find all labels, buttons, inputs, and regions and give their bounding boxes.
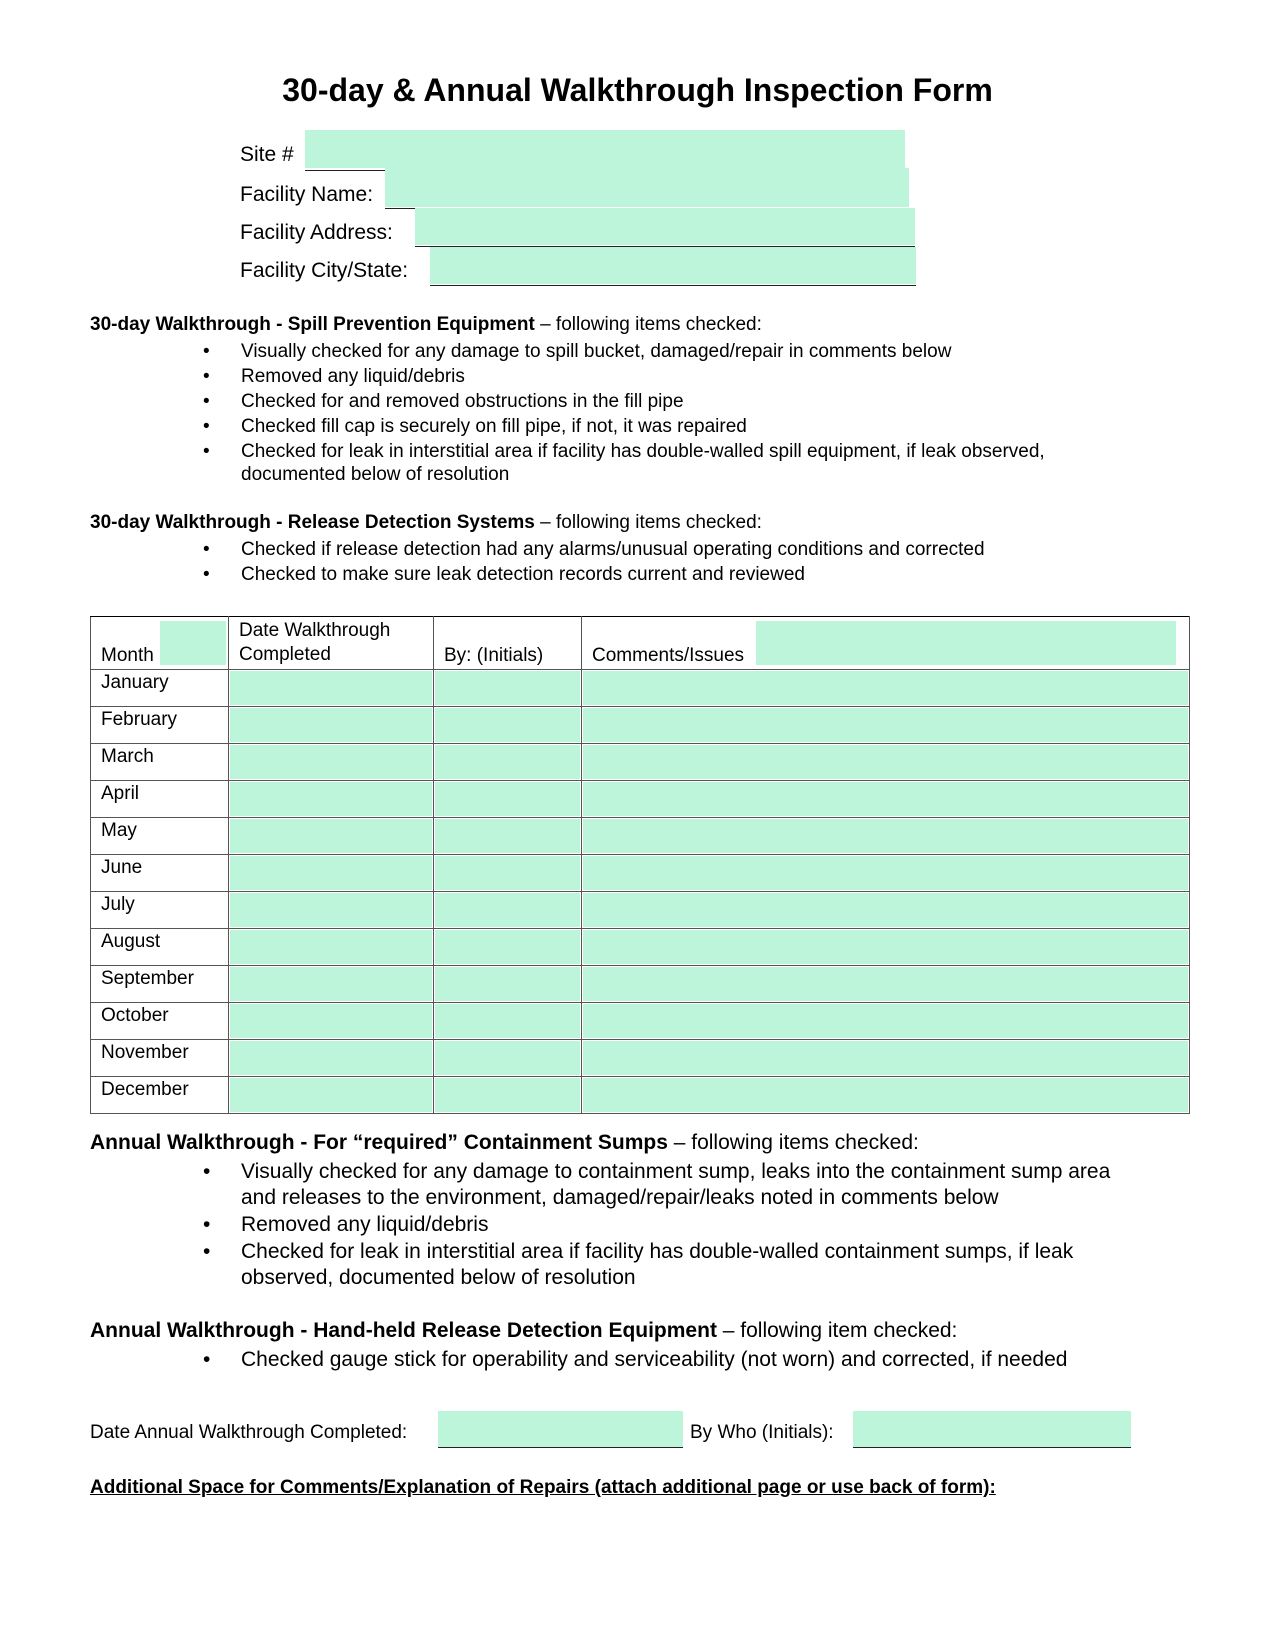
initials-input[interactable] [435, 782, 580, 816]
spill-suffix: – following items checked: [534, 314, 762, 335]
monthly-walkthrough-table [90, 616, 1190, 1114]
sumps-heading-line [90, 1131, 919, 1155]
annual-by-label: By Who (Initials): [690, 1422, 834, 1443]
date-input[interactable] [230, 893, 432, 927]
initials-input[interactable] [435, 1078, 580, 1112]
page-title: 30-day & Annual Walkthrough Inspection Form [282, 72, 993, 108]
bullet-icon: • [203, 539, 210, 560]
annual-by-underline [853, 1447, 1131, 1448]
facility-name-label: Facility Name: [240, 183, 374, 206]
table-row: October [91, 1003, 1190, 1040]
handheld-heading-line [90, 1319, 957, 1343]
initials-input[interactable] [435, 967, 580, 1001]
release-heading: 30-day Walkthrough - Release Detection Systems [90, 512, 535, 533]
bullet-icon: • [203, 441, 210, 462]
date-input[interactable] [230, 856, 432, 890]
spill-heading: 30-day Walkthrough - Spill Prevention Equipment [90, 314, 535, 335]
initials-input[interactable] [435, 893, 580, 927]
header-date: Date Walkthrough Completed [229, 617, 434, 670]
table-row: June [91, 855, 1190, 892]
facility-city-state-input[interactable] [430, 247, 916, 284]
annual-date-label: Date Annual Walkthrough Completed: [90, 1422, 408, 1443]
comments-input[interactable] [583, 671, 1188, 705]
additional-comments-area[interactable] [90, 1505, 1190, 1625]
bullet-icon: • [203, 564, 210, 585]
table-header-row [91, 617, 1190, 670]
comments-input[interactable] [583, 893, 1188, 927]
header-by: By: (Initials) [434, 617, 582, 670]
additional-comments-label: Additional Space for Comments/Explanation of Repairs (attach additional page or use back of form): [90, 1477, 996, 1498]
bullet-icon: • [203, 1348, 211, 1371]
handheld-suffix: – following item checked: [716, 1319, 958, 1342]
bullet-icon: • [203, 416, 210, 437]
initials-input[interactable] [435, 708, 580, 742]
table-row: January [91, 670, 1190, 707]
table-row: May [91, 818, 1190, 855]
release-suffix: – following items checked: [534, 512, 762, 533]
date-input[interactable] [230, 671, 432, 705]
spill-heading-line [90, 314, 762, 336]
date-input[interactable] [230, 1041, 432, 1075]
comments-input[interactable] [583, 782, 1188, 816]
sumps-heading: Annual Walkthrough - For “required” Containment Sumps [90, 1131, 668, 1154]
annual-date-underline [438, 1447, 683, 1448]
header-month: Month [91, 617, 229, 670]
date-input[interactable] [230, 1004, 432, 1038]
table-row: September [91, 966, 1190, 1003]
date-input[interactable] [230, 819, 432, 853]
bullet-icon: • [203, 1160, 211, 1183]
table-row: February [91, 707, 1190, 744]
comments-input[interactable] [583, 967, 1188, 1001]
comments-input[interactable] [583, 1004, 1188, 1038]
date-input[interactable] [230, 708, 432, 742]
facility-city-state-label: Facility City/State: [240, 259, 409, 282]
facility-name-input[interactable] [385, 168, 909, 207]
date-input[interactable] [230, 745, 432, 779]
table-row: March [91, 744, 1190, 781]
annual-by-input[interactable] [853, 1411, 1131, 1447]
sumps-suffix: – following items checked: [667, 1131, 919, 1154]
table-row: April [91, 781, 1190, 818]
initials-input[interactable] [435, 1041, 580, 1075]
facility-city-state-underline [430, 285, 916, 286]
comments-input[interactable] [583, 1078, 1188, 1112]
comments-input[interactable] [583, 1041, 1188, 1075]
bullet-icon: • [203, 366, 210, 387]
initials-input[interactable] [435, 671, 580, 705]
header-comments: Comments/Issues [582, 617, 1190, 670]
comments-input[interactable] [583, 745, 1188, 779]
table-row: August [91, 929, 1190, 966]
handheld-heading: Annual Walkthrough - Hand-held Release Detection Equipment [90, 1319, 717, 1342]
comments-input[interactable] [583, 930, 1188, 964]
bullet-icon: • [203, 1213, 211, 1236]
table-row: December [91, 1077, 1190, 1114]
site-label: Site # [240, 143, 294, 166]
date-input[interactable] [230, 1078, 432, 1112]
site-underline [305, 170, 385, 171]
facility-address-label: Facility Address: [240, 221, 393, 244]
bullet-icon: • [203, 391, 210, 412]
date-input[interactable] [230, 967, 432, 1001]
facility-address-input[interactable] [415, 208, 915, 245]
initials-input[interactable] [435, 856, 580, 890]
table-row: November [91, 1040, 1190, 1077]
initials-input[interactable] [435, 1004, 580, 1038]
comments-input[interactable] [583, 708, 1188, 742]
date-input[interactable] [230, 930, 432, 964]
release-heading-line [90, 512, 762, 534]
bullet-icon: • [203, 1240, 211, 1263]
date-input[interactable] [230, 782, 432, 816]
site-input[interactable] [305, 130, 905, 168]
bullet-icon: • [203, 341, 210, 362]
initials-input[interactable] [435, 930, 580, 964]
initials-input[interactable] [435, 819, 580, 853]
comments-input[interactable] [583, 856, 1188, 890]
annual-date-input[interactable] [438, 1411, 683, 1447]
initials-input[interactable] [435, 745, 580, 779]
table-row: July [91, 892, 1190, 929]
comments-input[interactable] [583, 819, 1188, 853]
